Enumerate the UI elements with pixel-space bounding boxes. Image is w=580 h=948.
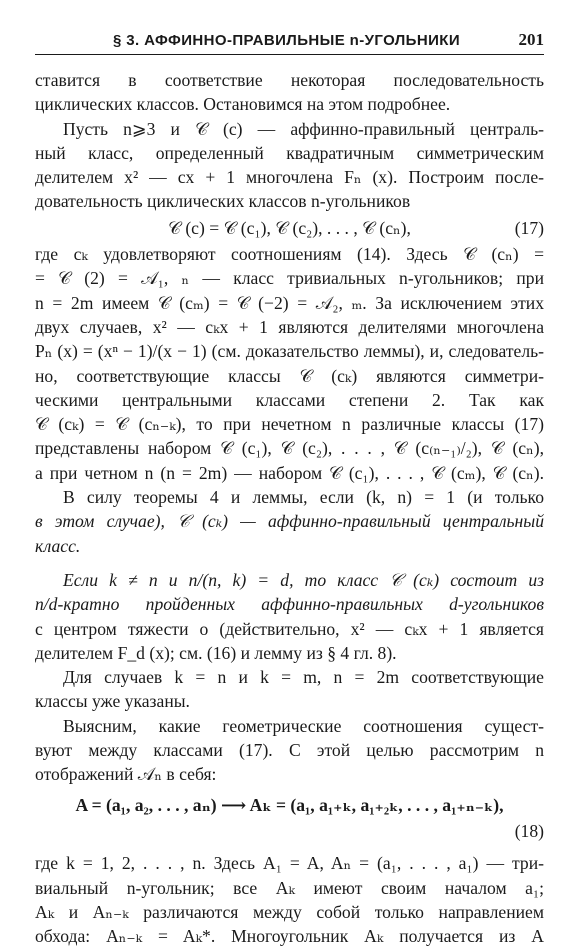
equation-17-number: (17) [514, 217, 544, 238]
text-line: где cₖ удовлетворяют соотношениям (14). Здесь 𝒞 (cₙ) = [35, 244, 544, 265]
text-line: а при четном n (n = 2m) — набором 𝒞 (c₁), . . . , 𝒞 (cₘ), 𝒞 (cₙ). [35, 462, 544, 483]
equation-17 [35, 216, 544, 240]
text-line: Выясним, какие геометрические соотношения сущест- [63, 715, 544, 736]
text-line: Если k ≠ n и n/(n, k) = d, то класс 𝒞 (cₖ) состоит из [63, 569, 544, 590]
equation-18 [35, 793, 544, 817]
text-line: Aₖ и Aₙ₋ₖ различаются между собой только направлением [35, 901, 544, 922]
text-line: 𝒞 (cₖ) = 𝒞 (cₙ₋ₖ), то при нечетном n различные классы (17) [35, 414, 544, 435]
equation-18-number: (18) [514, 820, 544, 841]
text-line: ставится в соответствие некоторая последовательность [35, 70, 544, 90]
text-line: В силу теоремы 4 и леммы, если (k, n) = 1 (и только [63, 487, 544, 508]
paragraph-gap [35, 558, 544, 568]
equation-17-body: 𝒞 (c) = 𝒞 (c₁), 𝒞 (c₂), . . . , 𝒞 (cₙ), [168, 217, 411, 238]
text-line: Пусть n⩾3 и 𝒞 (c) — аффинно-правильный централь- [63, 118, 544, 139]
text-line: делителем F_d (x); см. (16) и лемму из § 4 гл. 8). [35, 642, 397, 663]
text-line: циклических классов. Остановимся на этом подробнее. [35, 94, 451, 115]
text-line: классы уже указаны. [35, 691, 190, 712]
text-line: обхода: Aₙ₋ₖ = Aₖ*. Многоугольник Aₖ получается из A [35, 926, 544, 947]
text-line: вуют между классами (17). С этой целью рассмотрим n [35, 740, 544, 761]
text-line: ческими центральными классами степени 2. Так как [35, 389, 544, 410]
text-line: двух случаев, x² — cₖx + 1 являются делителями многочлена [35, 316, 544, 337]
text-line: класс. [35, 535, 81, 556]
text-line: где k = 1, 2, . . . , n. Здесь A₁ = A, Aₙ = (a₁, . . . , a₁) — три- [35, 853, 544, 874]
text-line: довательность циклических классов n-угольников [35, 191, 411, 212]
text-line: n/d-кратно пройденных аффинно-правильных d-угольников [35, 594, 544, 615]
text-line: виальный n-угольник; все Aₖ имеют своим началом a₁; [35, 877, 544, 898]
text-line: = 𝒞 (2) = 𝒜₁, ₙ — класс тривиальных n-угольников; при [35, 268, 544, 289]
text-line: Для случаев k = n и k = m, n = 2m соответствующие [63, 667, 544, 688]
running-header [35, 28, 544, 55]
text-line: отображений 𝒜ₙ в себя: [35, 764, 217, 785]
page-number: 201 [518, 30, 544, 49]
text-line: с центром тяжести o (действительно, x² — cₖx + 1 является [35, 618, 544, 639]
text-line: но, соответствующие классы 𝒞 (cₖ) являются симметри- [35, 365, 544, 386]
text-line: n = 2m имеем 𝒞 (cₘ) = 𝒞 (−2) = 𝒜₂, ₘ. За исключением этих [35, 292, 544, 313]
text-line: в этом случае), 𝒞 (cₖ) — аффинно-правильный центральный [35, 511, 544, 532]
equation-18-body: A = (a₁, a₂, . . . , aₙ) ⟶ Aₖ = (a₁, a₁₊ₖ, a₁₊₂ₖ, . . . , a₁₊ₙ₋ₖ), [75, 794, 504, 815]
text-line: ный класс, определенный квадратичным симметрическим [35, 142, 544, 163]
text-line: делителем x² — cx + 1 многочлена Fₙ (x). Построим после- [35, 167, 544, 188]
text-line: Pₙ (x) = (xⁿ − 1)/(x − 1) (см. доказательство леммы), и, следователь- [35, 341, 544, 362]
page-body [35, 68, 544, 948]
text-line: представлены набором 𝒞 (c₁), 𝒞 (c₂), . . . , 𝒞 (c₍ₙ₋₁₎/₂), 𝒞 (cₙ), [35, 438, 544, 459]
running-title: § 3. АФФИННО-ПРАВИЛЬНЫЕ n-УГОЛЬНИКИ [113, 32, 461, 49]
